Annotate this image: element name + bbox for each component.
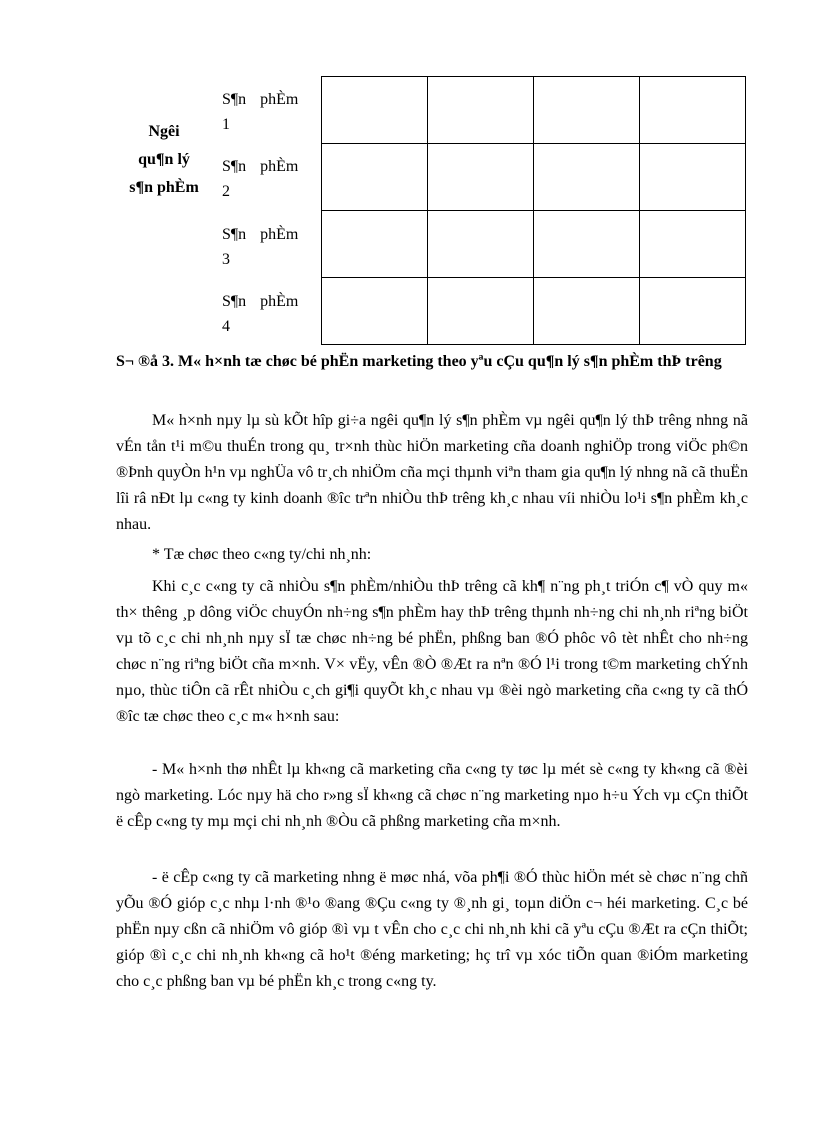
row-label-2 [222, 154, 320, 204]
grid-cell [534, 144, 640, 211]
grid-cell [640, 144, 746, 211]
figure-caption: S¬ ®å 3. M« h×nh tæ chøc bé phËn marketing theo yªu cÇu qu¶n lý s¶n phÈm thÞ trêng [116, 353, 722, 370]
row-number: 1 [222, 116, 230, 133]
row-word: S¶n [222, 158, 247, 175]
side-label-line: qu¶n lý [138, 151, 190, 168]
row-word: phÈm [260, 158, 299, 175]
row-word: phÈm [260, 226, 299, 243]
grid-row [322, 77, 746, 144]
grid-cell [322, 144, 428, 211]
row-word: S¶n [222, 293, 247, 310]
row-label-3 [222, 222, 320, 272]
grid-cell [640, 77, 746, 144]
grid-cell [640, 278, 746, 345]
row-word: S¶n [222, 91, 247, 108]
grid-row [322, 211, 746, 278]
grid-cell [428, 211, 534, 278]
paragraph: Khi c¸c c«ng ty cã nhiÒu s¶n phÈm/nhiÒu thÞ trêng cã kh¶ n¨ng ph¸t triÓn c¶ vÒ quy m« th× thêng ¸p dông viÖc chuyÓn nh÷ng s¶n phÈm hay thÞ trêng thµnh nh÷ng chi nh¸nh riªng biÖt vµ tõ c¸c chi nh¸nh nµy sÏ tæ chøc nh÷ng bé phËn, phßng ban ®Ó phôc vô tèt nhÊt cho nh÷ng chøc n¨ng riªng biÖt cña m×nh. V× vËy, vÊn ®Ò ®Æt ra nªn ®Ó l¹i trong t©m marketing chÝnh nµo, thùc tiÔn cã rÊt nhiÒu c¸ch gi¶i quyÕt kh¸c nhau vµ ®èi ngò marketing cña c«ng ty cã thÓ ®îc tæ chøc theo c¸c m« h×nh sau: [116, 578, 748, 725]
grid-cell [322, 211, 428, 278]
grid-cell [428, 278, 534, 345]
grid-cell [534, 77, 640, 144]
grid-cell [322, 278, 428, 345]
grid-row [322, 144, 746, 211]
row-number: 4 [222, 318, 230, 335]
grid-cell [428, 144, 534, 211]
grid-cell [322, 77, 428, 144]
row-word: S¶n [222, 226, 247, 243]
paragraph: - M« h×nh thø nhÊt lµ kh«ng cã marketing cña c«ng ty tøc lµ mét sè c«ng ty kh«ng cã ®èi ngò marketing. Lóc nµy hä cho r»ng sÏ kh«ng cã chøc n¨ng marketing nµo h÷u Ých vµ cÇn thiÕt ë cÊp c«ng ty mµ mçi chi nh¸nh ®Òu cã phßng marketing cña m×nh. [116, 761, 748, 830]
row-label-1 [222, 87, 320, 137]
grid-row [322, 278, 746, 345]
grid-cell [428, 77, 534, 144]
row-number: 3 [222, 251, 230, 268]
row-number: 2 [222, 183, 230, 200]
side-label-line: Ngêi [148, 123, 180, 140]
paragraph: * Tæ chøc theo c«ng ty/chi nh¸nh: [152, 546, 372, 563]
side-label-line: s¶n phÈm [129, 179, 199, 196]
grid-cell [640, 211, 746, 278]
diagram-side-label [112, 118, 216, 202]
paragraph: M« h×nh nµy lµ sù kÕt hîp gi÷a ngêi qu¶n lý s¶n phÈm vµ ngêi qu¶n lý thÞ trêng nhng nã vÉn tån t¹i m©u thuÉn trong qu¸ tr×nh thùc hiÖn marketing cña doanh nghiÖp trong viÖc ph©n ®Þnh quyÒn h¹n vµ nghÜa vô tr¸ch nhiÖm cña mçi thµnh viªn tham gia qu¶n lý nhng nã cã thuËn lîi râ nÐt lµ c«ng ty kinh doanh ®îc trªn nhiÒu thÞ trêng kh¸c nhau víi nhiÒu lo¹i s¶n phÈm kh¸c nhau. [116, 412, 748, 533]
row-word: phÈm [260, 91, 299, 108]
row-word: phÈm [260, 293, 299, 310]
grid-cell [534, 211, 640, 278]
grid-cell [534, 278, 640, 345]
diagram-grid [321, 76, 746, 345]
paragraph: - ë cÊp c«ng ty cã marketing nhng ë møc nhá, võa ph¶i ®Ó thùc hiÖn mét sè chøc n¨ng chñ yÕu ®Ó gióp c¸c nhµ l·nh ®¹o ®ang ®Çu c«ng ty ®¸nh gi¸ toµn diÖn c¬ héi marketing. C¸c bé phËn nµy cßn cã nhiÖm vô gióp ®ì vµ t vÊn cho c¸c chi nh¸nh khi cã yªu cÇu ®Æt ra cÇn thiÕt; gióp ®ì c¸c chi nh¸nh kh«ng cã ho¹t ®éng marketing; hç trî vµ xóc tiÕn quan ®iÓm marketing cho c¸c phßng ban vµ bé phËn kh¸c trong c«ng ty. [116, 869, 748, 990]
row-label-4 [222, 289, 320, 339]
